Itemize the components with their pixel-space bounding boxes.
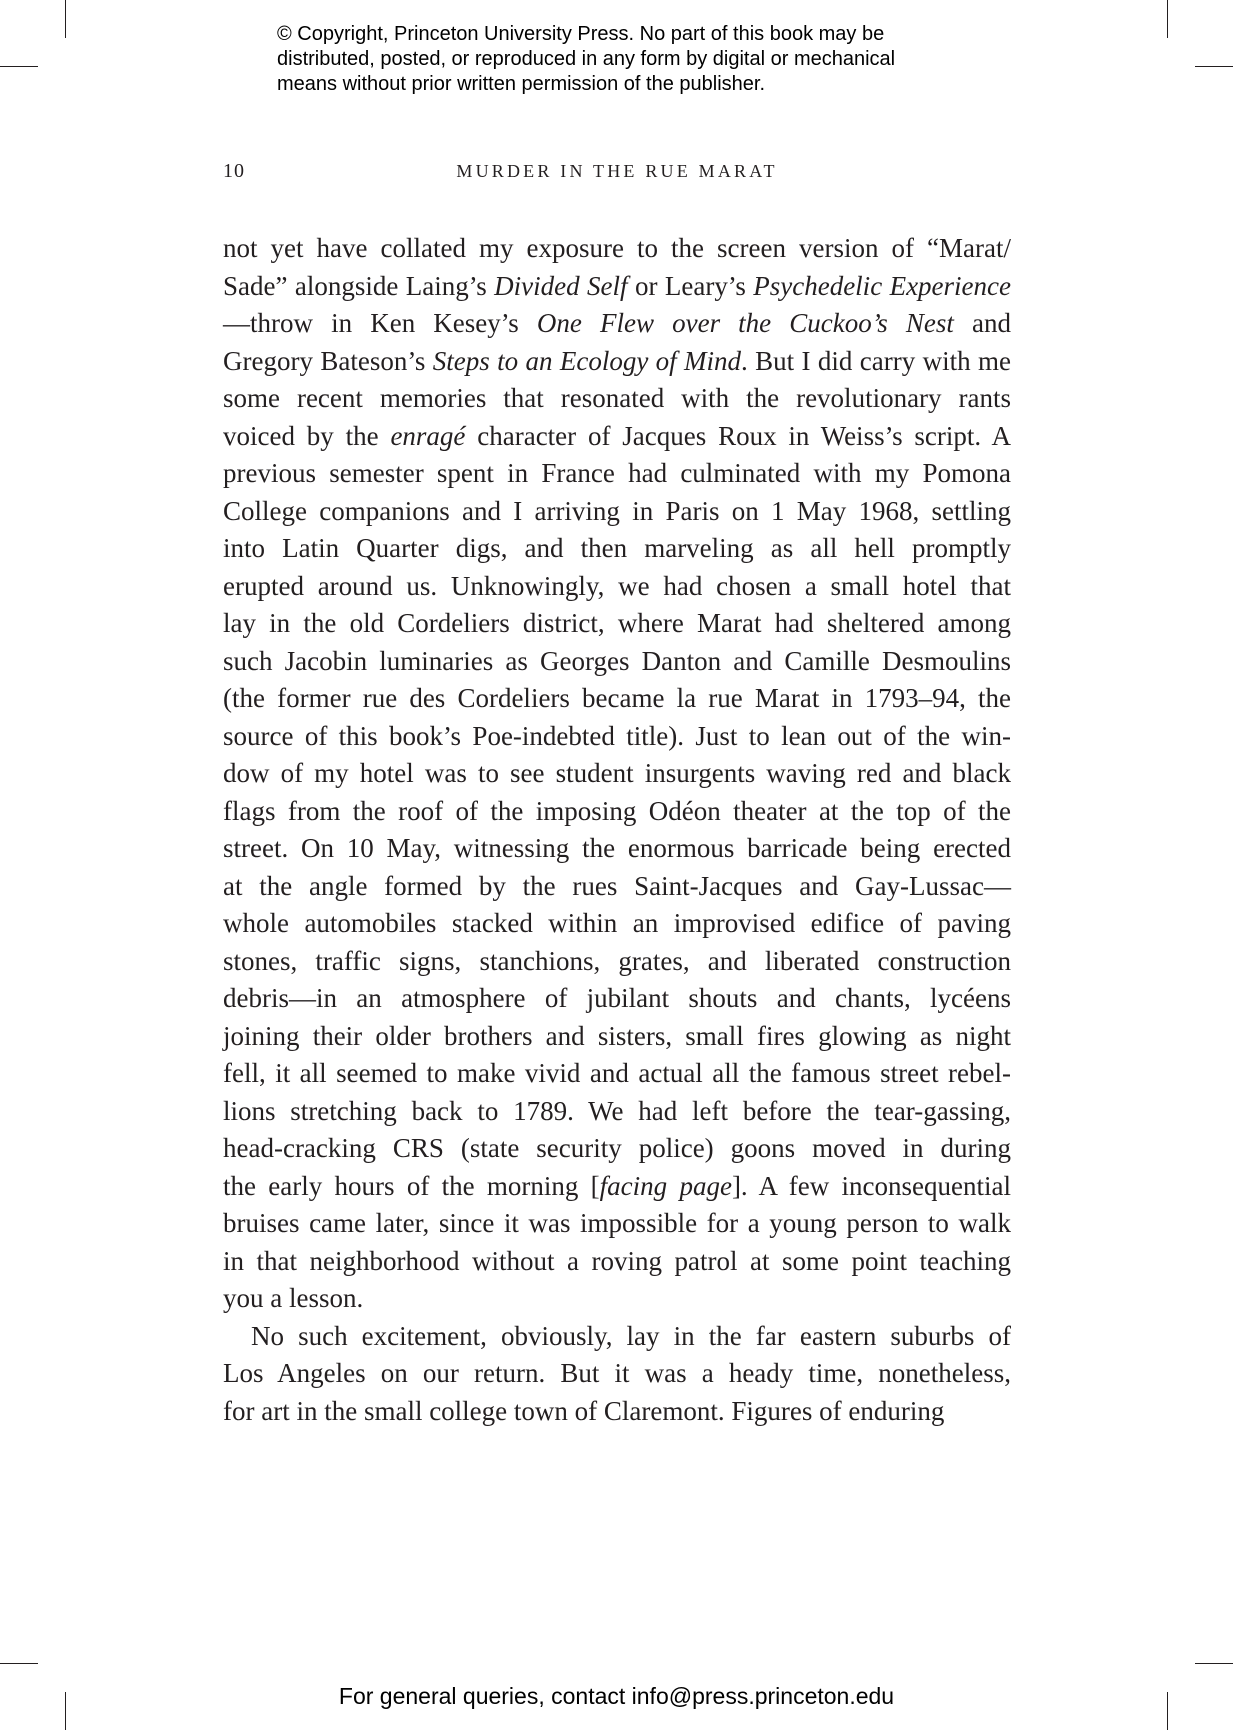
italic-title: enragé [390, 420, 466, 451]
text-line: Gregory Bateson’s Steps to an Ecology of Mind. But I did carry with me [223, 345, 1011, 376]
text-line: you a lesson. [223, 1283, 364, 1313]
copyright-line: distributed, posted, or reproduced in any form by digital or mechanical [277, 48, 896, 70]
footer-contact: For general queries, contact info@press.princeton.edu [338, 1683, 895, 1709]
italic-title: Steps to an Ecology of Mind [432, 345, 742, 376]
text-line: (the former rue des Cordeliers became la rue Marat in 1793–94, the [223, 683, 1011, 713]
text-line: Los Angeles on our return. But it was a heady time, nonetheless, [223, 1358, 1011, 1388]
italic-title: Psychedelic Experience [753, 270, 1012, 301]
text-line: debris—in an atmosphere of jubilant shouts and chants, lycéens [223, 983, 1011, 1013]
text-line: No such excitement, obviously, lay in the far eastern suburbs of [251, 1320, 1011, 1351]
text-line: fell, it all seemed to make vivid and actual all the famous street rebel- [223, 1058, 1011, 1088]
text-line: some recent memories that resonated with the revolutionary rants [223, 383, 1011, 413]
text-line: voiced by the enragé character of Jacques Roux in Weiss’s script. A [223, 420, 1011, 451]
text-line: flags from the roof of the imposing Odéon theater at the top of the [223, 795, 1011, 826]
crop-mark-bottom-right [1195, 1663, 1233, 1664]
italic-title: One Flew over the Cuckoo’s Nest [536, 308, 954, 338]
crop-mark-bottom-left [0, 1663, 38, 1664]
crop-mark-top-right [1167, 0, 1168, 38]
copyright-line: © Copyright, Princeton University Press. No part of this book may be [277, 23, 885, 45]
text-line: joining their older brothers and sisters, small fires glowing as night [223, 1020, 1011, 1051]
text-line: not yet have collated my exposure to the screen version of “Marat/ [223, 233, 1011, 263]
text-line: bruises came later, since it was impossible for a young person to walk [223, 1208, 1011, 1238]
text-line: such Jacobin luminaries as Georges Danton and Camille Desmoulins [223, 645, 1011, 676]
body-text [223, 230, 1011, 1430]
text-line: lions stretching back to 1789. We had left before the tear-gassing, [223, 1095, 1011, 1126]
italic-title: facing page [599, 1170, 732, 1201]
page-number: 10 [223, 160, 245, 182]
text-line: stones, traffic signs, stanchions, grates, and liberated construction [223, 945, 1011, 976]
crop-mark-top-left [65, 0, 66, 38]
copyright-notice [277, 22, 997, 97]
running-head: MURDER IN THE RUE MARAT [456, 161, 778, 181]
text-line: at the angle formed by the rues Saint-Jacques and Gay-Lussac— [223, 870, 1011, 901]
crop-mark-top-right [1195, 66, 1233, 67]
text-line: lay in the old Cordeliers district, where Marat had sheltered among [223, 608, 1011, 638]
text-line: dow of my hotel was to see student insurgents waving red and black [223, 758, 1011, 788]
copyright-line: means without prior written permission of the publisher. [277, 73, 766, 95]
text-line: in that neighborhood without a roving patrol at some point teaching [223, 1245, 1011, 1276]
text-line: Sade” alongside Laing’s Divided Self or Leary’s Psychedelic Experience [223, 270, 1012, 301]
text-line: source of this book’s Poe-indebted title). Just to lean out of the win- [223, 720, 1011, 751]
text-line: head-cracking CRS (state security police) goons moved in during [223, 1133, 1011, 1163]
text-line: erupted around us. Unknowingly, we had chosen a small hotel that [223, 570, 1011, 601]
crop-mark-top-left [0, 66, 38, 67]
text-line: into Latin Quarter digs, and then marveling as all hell promptly [223, 533, 1011, 563]
text-line: —throw in Ken Kesey’s One Flew over the Cuckoo’s Nest and [223, 308, 1011, 338]
text-line: College companions and I arriving in Paris on 1 May 1968, settling [223, 495, 1011, 526]
text-line: street. On 10 May, witnessing the enormous barricade being erected [223, 833, 1011, 863]
text-line: the early hours of the morning [facing page]. A few inconsequential [223, 1170, 1011, 1201]
text-line: for art in the small college town of Claremont. Figures of enduring [223, 1395, 945, 1426]
italic-title: Divided Self [494, 270, 628, 301]
text-line: whole automobiles stacked within an improvised edifice of paving [223, 908, 1011, 938]
text-line: previous semester spent in France had culminated with my Pomona [223, 458, 1011, 488]
